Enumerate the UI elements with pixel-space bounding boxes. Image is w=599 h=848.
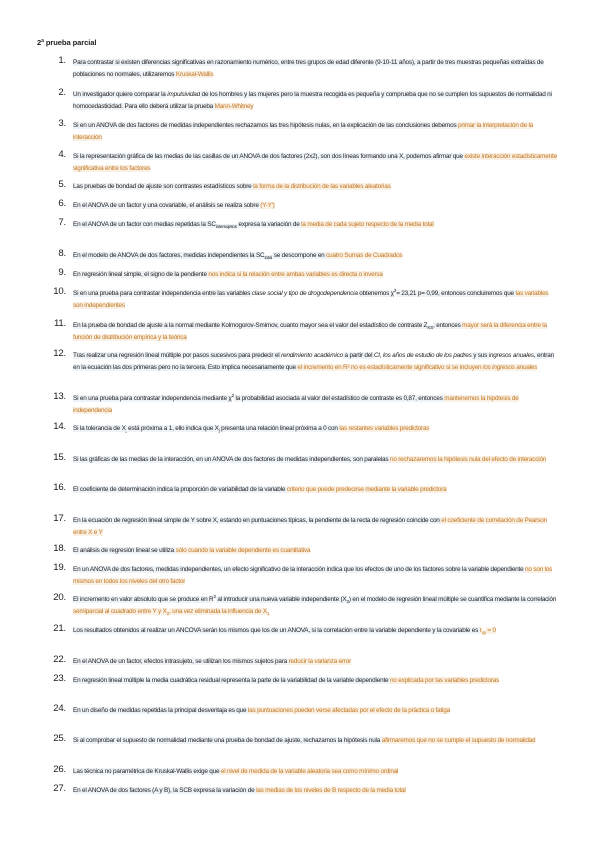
statement-text: expresa la variación de [236,221,302,228]
statement-text: El coeficiente de determinación indica la proporción de variabilidad de la variable [73,486,287,493]
answer-text: (Y-Y') [260,202,275,209]
answer-text: las restantes variables predictoras [339,425,430,432]
answer-text: el coeficiente de correlación de Pearson entre X e Y [73,517,547,536]
answer-text: mayor será la diferencia entre la función de distribución empírica y la teórica [73,322,547,341]
statement-text: 2 [213,593,216,599]
statement-text: Si las gráficas de las medias de la interacción, en un ANOVA de dos factores de medidas independientes, son paralelas [73,456,390,463]
answer-text: 2 [166,610,170,616]
question-text [73,120,559,143]
answer-text: semiparcial al cuadrado entre Y y X [73,607,167,615]
question-text [73,219,559,231]
question-number: 24. [53,703,66,714]
question-text [73,200,559,212]
answer-text: , una vez eliminada la influencia de X [169,607,267,615]
question-text [73,151,559,174]
statement-text: está próxima a 1, ello indica que X [126,425,219,432]
statement-text: la probabilidad asociada al valor del estadístico de contraste es 0,87, entonces [233,395,445,402]
question-number: 19. [53,562,66,573]
question-text [73,320,559,343]
statement-text: clase social y tipo de drogodependencia [251,290,358,297]
question-text [73,288,559,311]
question-number: 21. [53,623,66,634]
statement-text: En la ecuación de regresión lineal simple de Y sobre X, estando en puntuaciones típicas, la pendiente de la recta de regresión coincide con [73,517,442,524]
question-number: 20. [53,592,66,603]
question-text [73,656,559,668]
statement-text: , entran en la ecuación las dos primeras pero no la tercera. Esto implica necesariamente que [73,352,554,371]
question-text [73,181,559,193]
question-number: 25. [53,733,66,744]
question-number: 27. [53,783,66,794]
question-text [73,705,559,717]
question-number: 15. [53,452,66,463]
question-number: 7. [58,217,66,228]
answer-text: 1 [266,610,270,616]
answer-text: sólo cuando la variable dependiente es cuantitativa [175,547,311,554]
statement-text: En el ANOVA de un factor con medias repetidas la SC [73,221,216,228]
statement-text: rendimiento académico [281,352,343,359]
question-text [73,515,559,538]
statement-text: En el ANOVA de un factor y una covariable, el análisis se realiza sobre [73,202,261,209]
statement-text: presenta una relación lineal próxima a 0 con [219,425,340,432]
question-text [73,785,559,797]
statement-text: ) en el modelo de regresión lineal múltiple se cuantifica mediante la correlación [348,596,557,603]
statement-text: En el ANOVA de un factor, efectos intrasujeto, se utilizan los mismos sujetos para [73,658,289,665]
answer-text: Kruskal-Wallis [175,70,214,78]
statement-text: Las pruebas de bondad de ajuste son contrastes estadísticos sobre [73,183,254,190]
answer-text: Mann-Whitney [214,102,254,110]
statement-text: 2 [346,599,349,605]
question-number: 11. [53,318,66,329]
question-number: 17. [53,513,66,524]
statement-text: Si en un ANOVA de dos factores de medidas independientes rechazamos las tres hipótesis nulas, en la explicación de las conclusiones debemos [73,122,459,129]
answer-text: no explicada por las variables predictoras [389,677,500,684]
answer-text: reducir la varianza error [288,658,352,665]
question-number: 12. [53,348,66,359]
answer-text: las variables son independientes [73,290,549,309]
statement-text: En regresión lineal múltiple la media cuadrática residual representa la parte de la variabilidad de la variable dependiente [73,677,390,684]
statement-text: de los hombres y las mujeres pero la muestra recogida es pequeña y comprueba que no se cumplen los supuestos de normalidad ni homocedasticidad. Para ello deberá utilizar la prueba [73,91,552,110]
statement-text: Si la representación gráfica de las medias de las casillas de un ANOVA de dos factores (2x2), son dos líneas formando una X, podemos afirmar que [73,153,465,160]
question-text [73,89,559,112]
statement-text: En regresión lineal simple, el signo de la pendiente [73,271,209,278]
statement-text: a partir del [342,352,374,359]
answer-text: nos indica si la relación entre ambas variables es directa o inversa [208,271,383,278]
answer-text: primar la interpretación de la interacción [73,122,534,141]
question-number: 5. [58,179,66,190]
statement-text: El análisis de regresión lineal se utiliza [73,547,176,554]
statement-text: total [264,255,273,261]
statement-text: En un diseño de medidas repetidas la principal desventaja es que [73,707,248,714]
statement-text: intersujetos [215,224,237,230]
question-text [73,393,559,416]
question-number: 16. [53,482,66,493]
answer-text: no son los mismos en todos los niveles del otro factor [73,566,553,585]
question-number: 23. [53,673,66,684]
question-number: 22. [53,654,66,665]
answer-text: existe interacción estadísticamente significativa entre los factores [73,153,557,172]
question-text [73,564,559,587]
question-text [73,269,559,281]
question-text [73,766,559,778]
answer-text: xy [481,630,486,636]
answer-text: no rechazaremos la hipótesis nula del efecto de interacción [389,456,547,463]
question-number: 26. [53,764,66,775]
statement-text: Los resultados obtenidos al realizar un ANCOVA serán los mismos que los de un ANOVA, si la correlación entre la variable dependiente y la covariable es [73,627,480,634]
statement-text: impulsividad [167,91,201,98]
answer-text: los ingresos anuales [483,363,538,371]
question-text [73,625,559,637]
answer-text: = 0 [485,627,496,634]
statement-text: En el ANOVA de dos factores (A y B), la SCB expresa la variación de [73,787,257,794]
question-number: 9. [58,267,66,278]
question-text [73,350,559,373]
answer-text: la forma de la distribución de las variables aleatorias [253,183,391,190]
statement-text: y sus [471,352,489,359]
question-number: 13. [53,391,66,402]
question-number: 18. [53,543,66,554]
question-number: 10. [53,286,66,297]
question-text [73,675,559,687]
answer-text: mantenemos la hipótesis de independencia [73,395,519,414]
question-number: 3. [58,118,66,129]
statement-text: , entonces [433,322,463,329]
statement-text: El incremento en valor absoluto que se produce en R [73,596,214,603]
answer-text: el incremento en R² no es estadísticamente significativo si se incluyen [297,363,483,371]
statement-text: Si la tolerancia de X [73,425,126,432]
statement-text: 2 [393,287,397,293]
statement-text: Si en una prueba para contrastar independencia mediante χ [73,395,232,402]
statement-text: Si en una prueba para contrastar independencia entre las variables [73,290,252,297]
question-number: 1. [58,55,66,66]
statement-text: En el modelo de ANOVA de dos factores, medidas independientes la SC [73,252,265,259]
question-number: 8. [58,248,66,259]
question-number: 4. [58,149,66,160]
answer-text: la media de cada sujeto respecto de la media total [301,221,434,228]
answer-text: criterio que puede predecirse mediante la variable predictora [286,486,447,493]
page-title: 2ª prueba parcial [37,38,97,47]
question-text [73,594,559,617]
statement-text: 2 [231,392,234,398]
statement-text: Si al comprobar el supuesto de normalidad mediante una prueba de bondad de ajuste, rechazamos la hipótesis nula [73,737,382,744]
question-text [73,735,559,747]
question-text [73,57,559,80]
answer-text: las puntuaciones pueden verse afectadas por el efecto de la práctica o fatiga [247,707,450,714]
question-text [73,484,559,496]
question-text [73,250,559,262]
answer-text: el nivel de medida de la variable aleatoria sea como mínimo ordinal [220,768,399,775]
statement-text: CI, los años de estudio de los padres [373,352,472,359]
statement-text: Tras realizar una regresión lineal múltiple por pasos sucesivos para predecir el [73,352,282,359]
statement-text: Para contrastar si existen diferencias significativas en razonamiento numérico, entre tres grupos de edad diferente (9-10-11 años), a partir de tres muestras pequeñas extraídas de poblaciones no normales, utilizaremos [73,59,544,78]
answer-text: las medias de los niveles de B respecto de la media total [256,787,406,794]
question-number: 6. [58,198,66,209]
statement-text: se descompone en [272,252,327,259]
question-text [73,545,559,557]
answer-text: r [479,627,482,634]
answer-text: afirmaremos que no se cumple el supuesto de normalidad [381,737,536,744]
question-text [73,454,559,466]
statement-text: ingresos anuales [488,352,534,359]
statement-text: KS [427,325,434,331]
answer-text: cuatro Sumas de Cuadrados [326,252,403,259]
statement-text: Un investigador quiere comparar la [73,91,168,98]
statement-text: En la prueba de bondad de ajuste a la normal mediante Kolmogorov-Smirnov, cuanto mayor sea el valor del estadístico de contraste Z [73,322,428,329]
question-number: 2. [58,87,66,98]
statement-text: = 23,21 p= 0,99, entonces concluiremos que [396,290,516,297]
statement-text: En un ANOVA de dos factores, medidas independientes, un efecto significativo de la interacción indica que los efectos de uno de los factores sobre la variable dependiente [73,566,526,573]
question-number: 14. [53,421,66,432]
statement-text: al introducir una nueva variable independiente (X [215,596,347,603]
statement-text: obtenemos χ [357,290,394,297]
question-text [73,423,559,435]
statement-text: Las técnica no paramétrica de Kruskal-Wallis exige que [73,768,221,775]
